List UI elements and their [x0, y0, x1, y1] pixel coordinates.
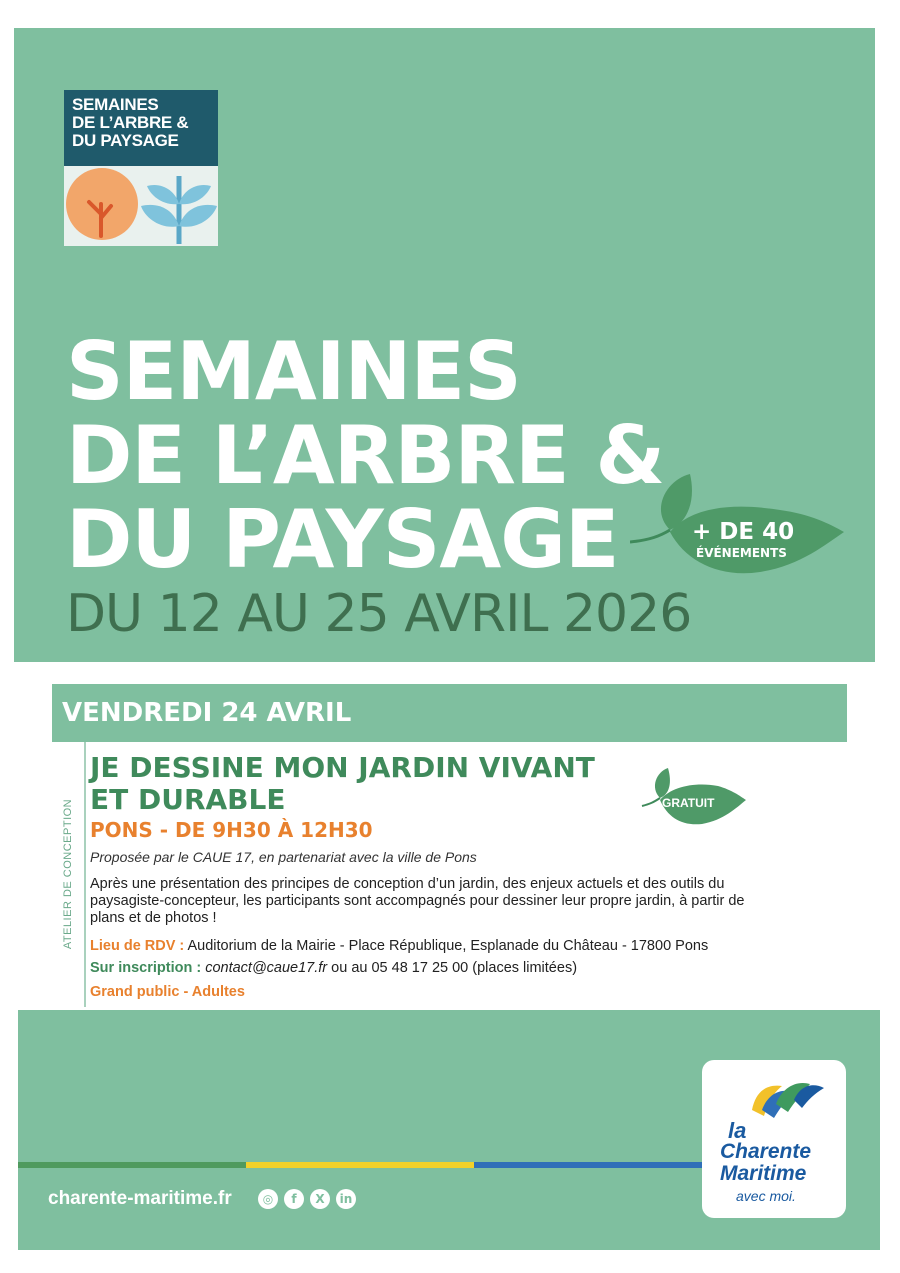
logo-line-3: DU PAYSAGE [72, 131, 179, 150]
title-line-2: DE L’ARBRE & [66, 409, 665, 502]
meeting-point-value: Auditorium de la Mairie - Place République, Esplanade du Château - 17800 Pons [184, 938, 709, 954]
event-description: Après une présentation des principes de conception d’un jardin, des enjeux actuels et des outils du paysagiste-concepteur, les participants sont accompagnés pour dessiner leur propre jardin, à partir de plans et de photos ! [90, 876, 745, 926]
brand-maritime: Maritime [720, 1162, 807, 1185]
badge-label: ÉVÉNEMENTS [696, 546, 787, 560]
charente-maritime-logo [702, 1060, 846, 1218]
badge-count: + DE 40 [692, 519, 795, 545]
stripe-blue [474, 1162, 702, 1168]
brand-la: la [728, 1118, 747, 1143]
event-organizer: Proposée par le CAUE 17, en partenariat avec la ville de Pons [90, 849, 477, 865]
category-label: ATELIER DE CONCEPTION [62, 798, 74, 950]
facebook-icon[interactable]: f [284, 1189, 304, 1209]
event-location-time: PONS - DE 9H30 À 12H30 [90, 818, 373, 842]
event-title-line-1: JE DESSINE MON JARDIN VIVANT [90, 751, 595, 784]
title-line-1: SEMAINES [66, 325, 521, 418]
logo-line-2: DE L’ARBRE & [72, 113, 189, 132]
event-title-line-2: ET DURABLE [90, 783, 286, 816]
logo-line-1: SEMAINES [72, 95, 159, 114]
event-title [90, 752, 595, 816]
meeting-point [90, 938, 708, 954]
registration-email[interactable]: contact@caue17.fr [201, 960, 328, 976]
events-count-badge [630, 470, 850, 580]
footer-panel [18, 1010, 880, 1250]
stripe-yellow [246, 1162, 474, 1168]
category-strip [52, 742, 86, 1007]
day-label: VENDREDI 24 AVRIL [62, 698, 352, 728]
title-line-3: DU PAYSAGE [66, 493, 619, 586]
registration-label: Sur inscription : [90, 960, 202, 976]
free-badge [636, 766, 748, 828]
x-icon[interactable]: X [310, 1189, 330, 1209]
linkedin-icon[interactable]: in [336, 1189, 356, 1209]
birds-icon [702, 1060, 846, 1120]
plant-icon [141, 166, 218, 246]
event-audience: Grand public - Adultes [90, 984, 245, 1000]
stripe-green [18, 1162, 246, 1168]
day-banner [52, 684, 847, 742]
instagram-icon[interactable]: ◎ [258, 1189, 278, 1209]
brand-tagline: avec moi. [736, 1188, 796, 1204]
event-card [52, 742, 895, 1007]
page-title [66, 325, 665, 586]
registration-info [90, 960, 577, 976]
brand-charente: Charente [720, 1140, 812, 1163]
event-dates: DU 12 AU 25 AVRIL 2026 [66, 584, 692, 644]
price-label: GRATUIT [662, 796, 715, 810]
registration-details: ou au 05 48 17 25 00 (places limitées) [327, 960, 578, 976]
tree-icon [64, 166, 141, 246]
meeting-point-label: Lieu de RDV : [90, 938, 185, 954]
website-link[interactable]: charente-maritime.fr [48, 1188, 232, 1209]
event-logo [64, 90, 218, 246]
